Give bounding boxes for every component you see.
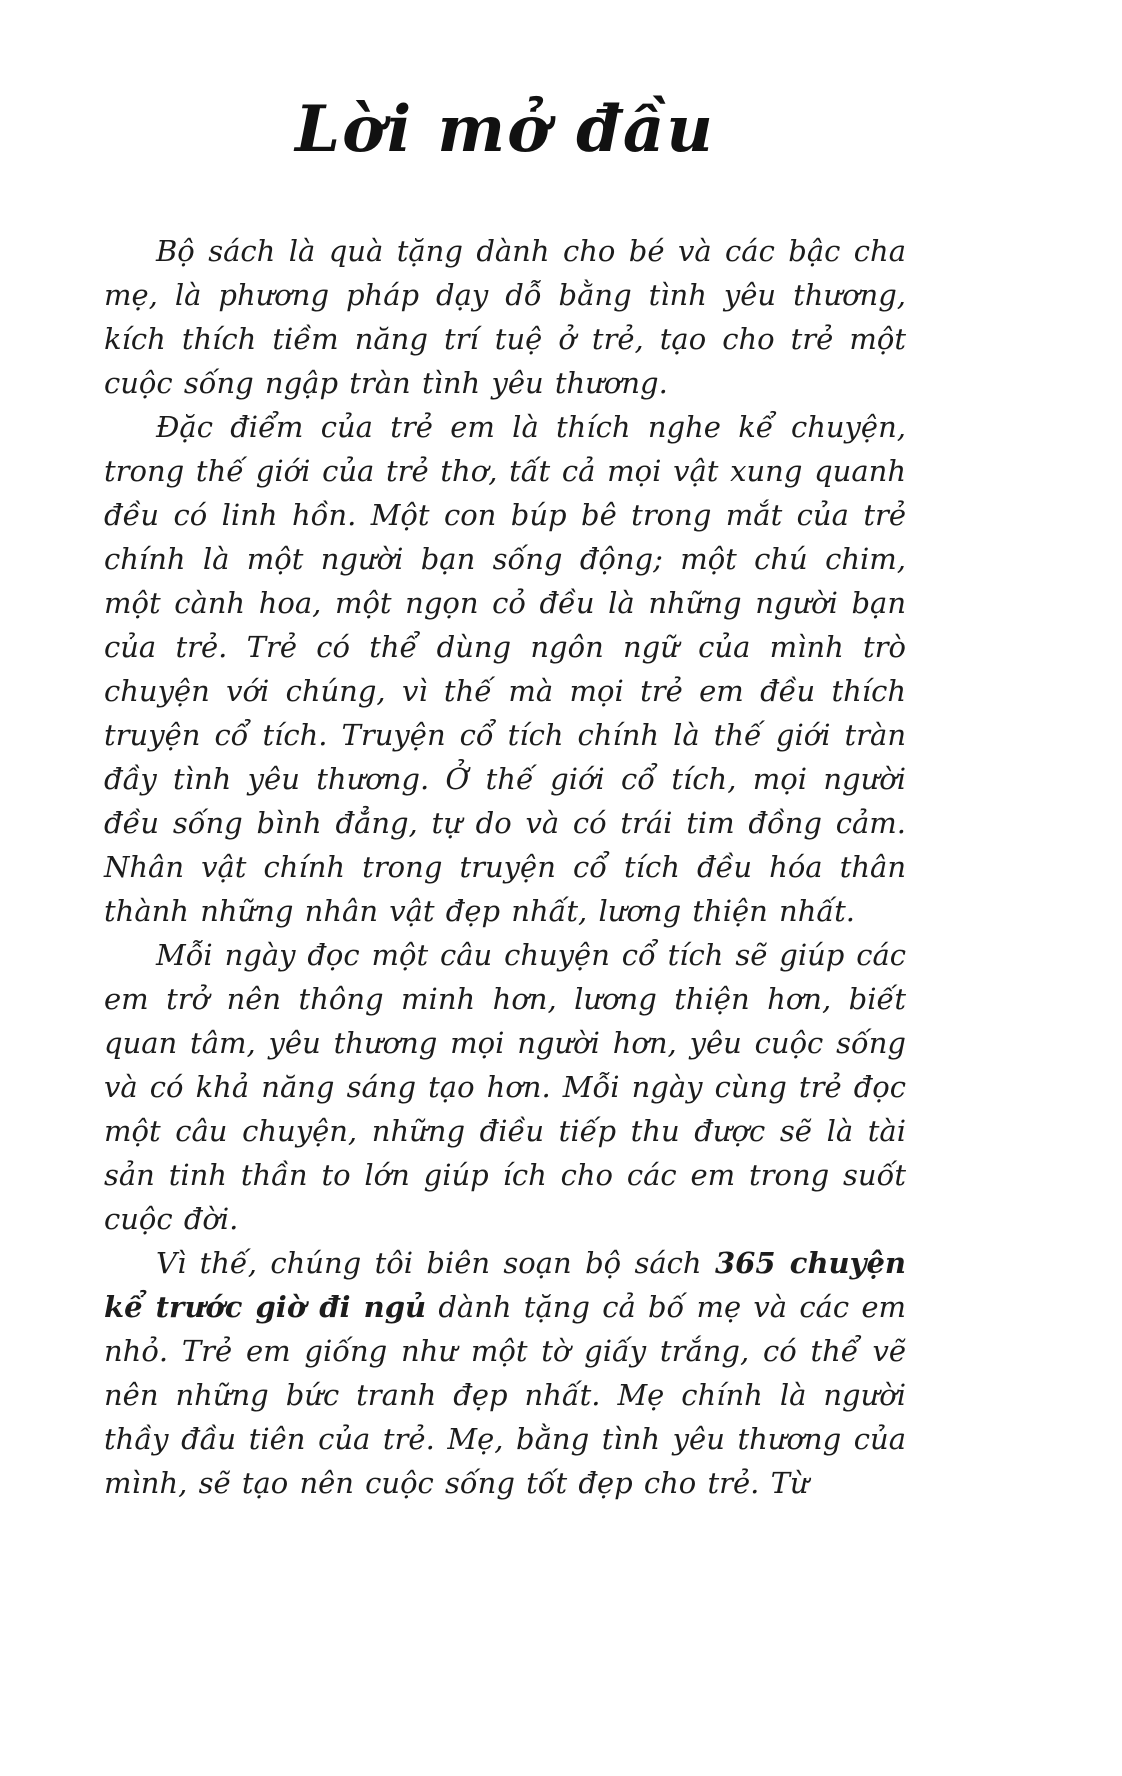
paragraph-4-segment-plain-tail: dành tặng cả bố mẹ và các em nhỏ. Trẻ em giống như một tờ giấy trắng, có thể vẽ nên những bức tranh đẹp nhất. Mẹ chính là người thầy đầu tiên của trẻ. Mẹ, bằng tình yêu thương của mình, sẽ tạo nên cuộc sống tốt đẹp cho trẻ. Từ xyxy=(104,1290,906,1500)
paragraph-1: Bộ sách là quà tặng dành cho bé và các bậc cha mẹ, là phương pháp dạy dỗ bằng tình yêu thương, kích thích tiềm năng trí tuệ ở trẻ, tạo cho trẻ một cuộc sống ngập tràn tình yêu thương. xyxy=(104,234,906,400)
paragraph-4-segment-plain-lead: Vì thế, chúng tôi biên soạn bộ sách xyxy=(156,1246,715,1280)
page-title: Lời mở đầu xyxy=(295,92,715,167)
paragraph-2: Đặc điểm của trẻ em là thích nghe kể chuyện, trong thế giới của trẻ thơ, tất cả mọi vật xung quanh đều có linh hồn. Một con búp bê trong mắt của trẻ chính là một người bạn sống động; một chú chim, một cành hoa, một ngọn cỏ đều là những người bạn của trẻ. Trẻ có thể dùng ngôn ngữ của mình trò chuyện với chúng, vì thế mà mọi trẻ em đều thích truyện cổ tích. Truyện cổ tích chính là thế giới tràn đầy tình yêu thương. Ở thế giới cổ tích, mọi người đều sống bình đẳng, tự do và có trái tim đồng cảm. Nhân vật chính trong truyện cổ tích đều hóa thân thành những nhân vật đẹp nhất, lương thiện nhất. xyxy=(104,410,906,928)
paragraph-3: Mỗi ngày đọc một câu chuyện cổ tích sẽ giúp các em trở nên thông minh hơn, lương thiện hơn, biết quan tâm, yêu thương mọi người hơn, yêu cuộc sống và có khả năng sáng tạo hơn. Mỗi ngày cùng trẻ đọc một câu chuyện, những điều tiếp thu được sẽ là tài sản tinh thần to lớn giúp ích cho các em trong suốt cuộc đời. xyxy=(104,938,906,1236)
paragraph-4-book-title-bold: 365 chuyện kể trước giờ đi ngủ xyxy=(104,1246,907,1324)
preface-body xyxy=(104,229,906,1505)
paragraph-4 xyxy=(104,1241,906,1505)
